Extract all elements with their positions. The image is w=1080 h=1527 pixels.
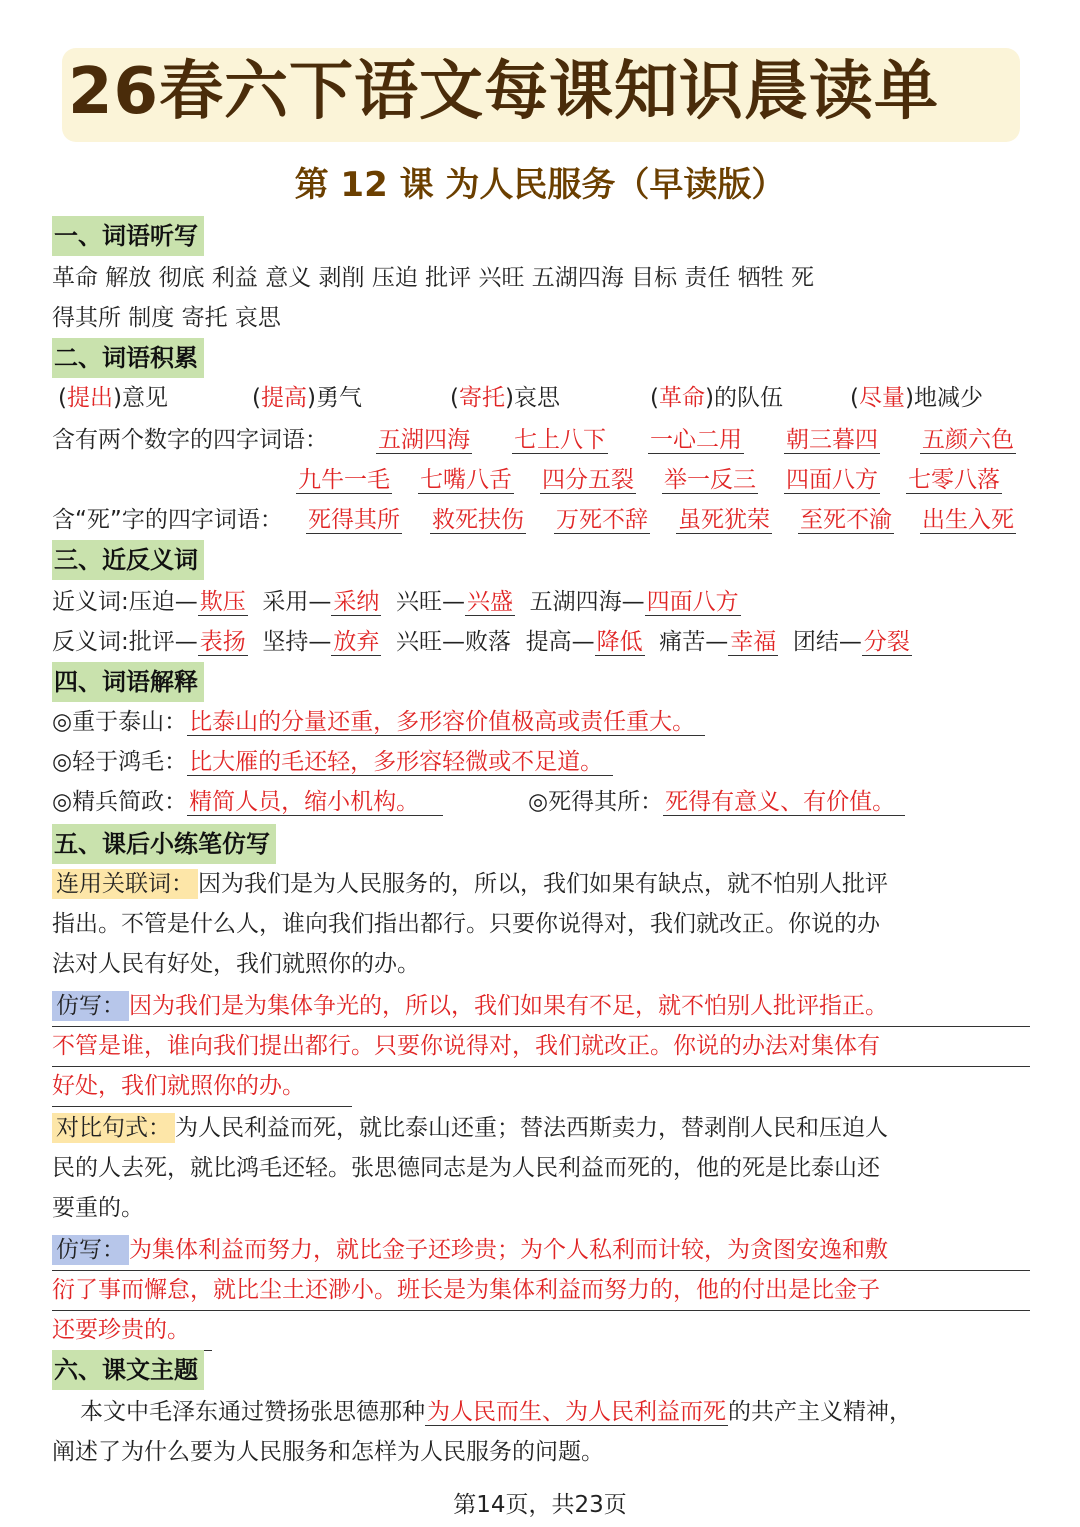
- explanation-item: ◎重于泰山：比泰山的分量还重，多形容价值极高或责任重大。: [52, 702, 705, 742]
- number-idiom: 七上八下: [514, 427, 606, 453]
- phrase-item: (尽量)地减少: [850, 385, 983, 411]
- number-idiom: 举一反三: [664, 467, 756, 493]
- answer-line: 不管是谁，谁向我们提出都行。只要你说得对，我们就改正。你说的办法对集体有: [52, 1033, 880, 1059]
- imitation-paragraph-line: 要重的。: [52, 1195, 144, 1221]
- number-idiom: 五颜六色: [922, 427, 1014, 453]
- phrase-item: (提出)意见: [58, 385, 168, 411]
- death-idiom: 出生入死: [922, 507, 1014, 533]
- phrase-item: (寄托)哀思: [450, 385, 560, 411]
- answer-line: 仿写： 因为我们是为集体争光的，所以，我们如果有不足，就不怕别人批评指正。: [52, 986, 888, 1026]
- death-idiom: 救死扶伤: [432, 507, 524, 533]
- dictation-line-1: 革命 解放 彻底 利益 意义 剥削 压迫 批评 兴旺 五湖四海 目标 责任 牺牲 死: [52, 265, 815, 291]
- imitation-paragraph-line: 法对人民有好处，我们就照你的办。: [52, 951, 420, 977]
- death-idiom: 虽死犹荣: [678, 507, 770, 533]
- phrase-item: (革命)的队伍: [650, 385, 783, 411]
- section-heading-theme: 六、课文主题: [52, 1350, 204, 1390]
- tag-imitate: 仿写：: [52, 991, 129, 1021]
- imitation-paragraph-line: 对比句式： 为人民利益而死，就比泰山还重；替法西斯卖力，替剥削人民和压迫人: [52, 1108, 888, 1148]
- number-idiom: 朝三暮四: [786, 427, 878, 453]
- theme-line: 阐述了为什么要为人民服务和怎样为人民服务的问题。: [52, 1439, 604, 1465]
- imitation-paragraph-line: 指出。不管是什么人，谁向我们指出都行。只要你说得对，我们就改正。你说的办: [52, 911, 880, 937]
- death-idiom: 死得其所: [308, 507, 400, 533]
- section-heading-imitation: 五、课后小练笔仿写: [52, 824, 276, 864]
- answer-line: 仿写： 为集体利益而努力，就比金子还珍贵；为个人私利而计较，为贪图安逸和敷: [52, 1230, 888, 1270]
- section-heading-synonyms: 三、近反义词: [52, 540, 204, 580]
- section-heading-explanations: 四、词语解释: [52, 662, 204, 702]
- number-idioms-label: 含有两个数字的四字词语：: [52, 427, 328, 453]
- tag-imitate: 仿写：: [52, 1235, 129, 1265]
- section-heading-dictation: 一、词语听写: [52, 216, 204, 256]
- number-idiom: 一心二用: [650, 427, 742, 453]
- imitation-paragraph-line: 民的人去死，就比鸿毛还轻。张思德同志是为人民利益而死的，他的死是比泰山还: [52, 1155, 880, 1181]
- theme-line: 本文中毛泽东通过赞扬张思德那种为人民而生、为人民利益而死的共产主义精神，: [80, 1399, 912, 1425]
- explanation-item: ◎轻于鸿毛：比大雁的毛还轻，多形容轻微或不足道。: [52, 742, 613, 782]
- page-title: 26春六下语文每课知识晨读单: [68, 55, 940, 129]
- death-idioms-label: 含“死”字的四字词语：: [52, 507, 283, 533]
- lesson-subtitle: 第 12 课 为人民服务（早读版）: [294, 165, 786, 205]
- number-idiom: 四面八方: [786, 467, 878, 493]
- answer-line: 好处，我们就照你的办。: [52, 1073, 305, 1099]
- number-idiom: 七零八落: [908, 467, 1000, 493]
- number-idiom: 九牛一毛: [298, 467, 390, 493]
- tag-contrast: 对比句式：: [52, 1113, 175, 1143]
- explanation-item: ◎死得其所：死得有意义、有价值。: [528, 782, 905, 822]
- page-number: 第14页，共23页: [453, 1492, 627, 1518]
- imitation-paragraph-line: 连用关联词： 因为我们是为人民服务的，所以，我们如果有缺点，就不怕别人批评: [52, 864, 888, 904]
- number-idiom: 五湖四海: [378, 427, 470, 453]
- number-idiom: 四分五裂: [542, 467, 634, 493]
- answer-line: 衍了事而懈怠，就比尘土还渺小。班长是为集体利益而努力的，他的付出是比金子: [52, 1277, 880, 1303]
- death-idiom: 至死不渝: [800, 507, 892, 533]
- antonym-line: 反义词:批评—表扬 坚持—放弃 兴旺—败落 提高—降低 痛苦—幸福 团结—分裂: [52, 629, 910, 655]
- explanation-item: ◎精兵简政：精简人员，缩小机构。: [52, 782, 443, 822]
- dictation-line-2: 得其所 制度 寄托 哀思: [52, 305, 281, 331]
- synonym-line: 近义词:压迫—欺压 采用—采纳 兴旺—兴盛 五湖四海—四面八方: [52, 589, 739, 615]
- tag-conjunction: 连用关联词：: [52, 869, 198, 899]
- number-idiom: 七嘴八舌: [420, 467, 512, 493]
- phrase-item: (提高)勇气: [252, 385, 362, 411]
- answer-line: 还要珍贵的。: [52, 1317, 190, 1343]
- section-heading-accumulation: 二、词语积累: [52, 338, 204, 378]
- death-idiom: 万死不辞: [556, 507, 648, 533]
